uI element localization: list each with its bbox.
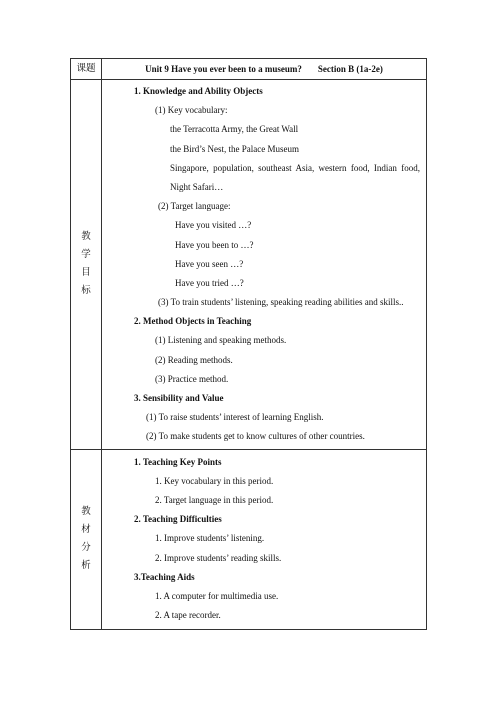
key-points-heading: 1. Teaching Key Points	[134, 456, 222, 467]
analysis-label	[71, 450, 102, 630]
target-line: Have you been to …?	[175, 239, 254, 250]
vocab-line: Night Safari…	[170, 181, 224, 192]
value-line: (2) To make students get to know cultures of other countries.	[146, 431, 365, 442]
aids-heading: 3.Teaching Aids	[134, 571, 195, 582]
unit-title: Unit 9 Have you ever been to a museum?	[145, 64, 302, 74]
target-heading: (2) Target language:	[158, 201, 231, 212]
ability-line: (3) To train students’ listening, speaking reading abilities and skills..	[158, 297, 404, 308]
vocab-heading: (1) Key vocabulary:	[155, 105, 228, 116]
method-line: (1) Listening and speaking methods.	[155, 335, 287, 346]
vocab-line: the Bird’s Nest, the Palace Museum	[170, 143, 299, 154]
method-line: (2) Reading methods.	[155, 354, 233, 365]
difficulty-line: 1. Improve students’ listening.	[155, 533, 265, 544]
objectives-label	[71, 80, 102, 449]
sensibility-heading: 3. Sensibility and Value	[134, 393, 224, 403]
objectives-label-char: 学	[81, 250, 91, 261]
analysis-label-char: 分	[81, 543, 91, 554]
method-heading: 2. Method Objects in Teaching	[134, 316, 252, 327]
analysis-label-char: 教	[81, 507, 91, 518]
lesson-plan-table	[70, 58, 427, 630]
target-line: Have you seen …?	[175, 258, 244, 269]
header-row	[71, 59, 426, 79]
key-point-line: 2. Target language in this period.	[155, 494, 274, 505]
section-title: Section B (1a-2e)	[317, 64, 383, 74]
analysis-content	[102, 450, 426, 630]
objectives-label-char: 目	[81, 268, 91, 279]
target-line: Have you visited …?	[175, 220, 252, 231]
difficulties-heading: 2. Teaching Difficulties	[134, 514, 222, 525]
objectives-label-char: 教	[81, 232, 91, 243]
lesson-title	[102, 59, 426, 79]
topic-label: 课题	[71, 59, 102, 79]
analysis-row	[71, 449, 426, 630]
objectives-content	[102, 80, 426, 449]
difficulty-line: 2. Improve students’ reading skills.	[155, 552, 282, 563]
key-point-line: 1. Key vocabulary in this period.	[155, 475, 274, 486]
aid-line: 2. A tape recorder.	[155, 610, 221, 621]
vocab-line: the Terracotta Army, the Great Wall	[170, 124, 299, 135]
target-line: Have you tried …?	[175, 277, 244, 288]
knowledge-heading: 1. Knowledge and Ability Objects	[134, 86, 263, 96]
method-line: (3) Practice method.	[155, 373, 229, 384]
value-line: (1) To raise students’ interest of learning English.	[146, 412, 324, 423]
objectives-label-char: 标	[81, 286, 91, 297]
analysis-label-char: 材	[81, 525, 91, 536]
vocab-line: Singapore, population, southeast Asia, western food, Indian food,	[170, 162, 420, 173]
analysis-label-char: 析	[81, 561, 91, 572]
aid-line: 1. A computer for multimedia use.	[155, 590, 279, 601]
objectives-row	[71, 79, 426, 449]
